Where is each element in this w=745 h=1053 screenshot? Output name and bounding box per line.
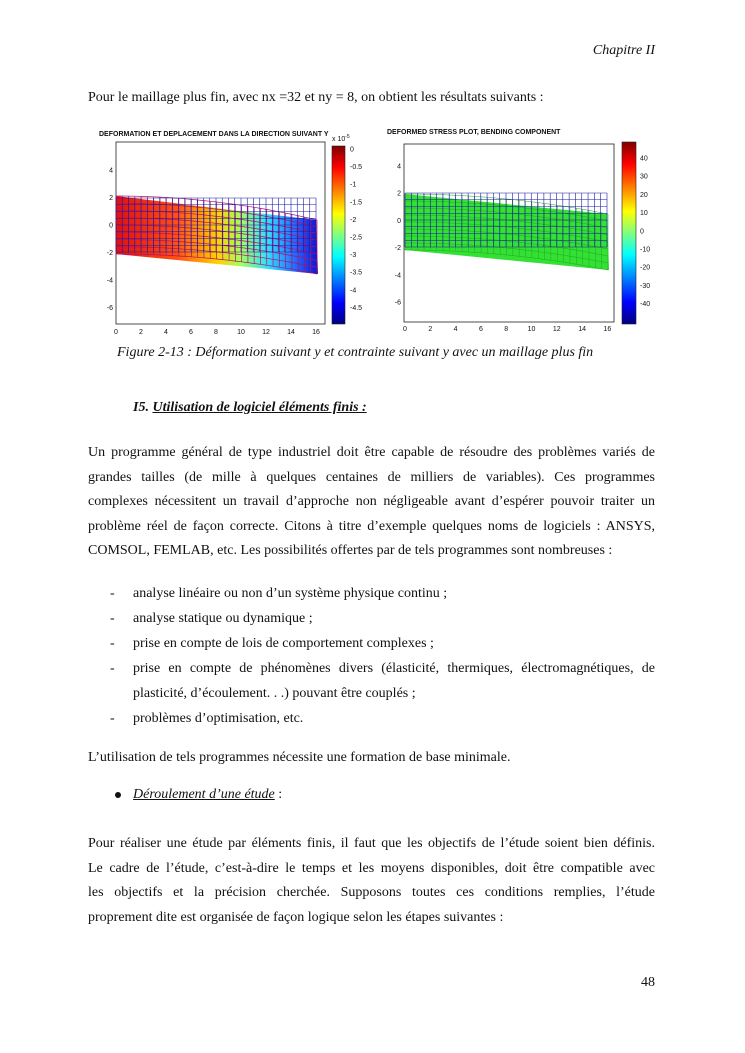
bullet-suffix: : — [274, 787, 283, 802]
left-colorbar-tick-label: -2 — [350, 216, 357, 224]
right-y-tick-label: -6 — [394, 299, 401, 307]
right-x-tick-label: 0 — [403, 326, 407, 333]
left-y-tick-label: 2 — [109, 195, 113, 202]
right-x-tick-label: 12 — [552, 326, 561, 333]
left-x-ticks — [114, 329, 320, 336]
left-x-tick-label: 12 — [262, 329, 270, 336]
left-colorbar-tick-label: -2.5 — [350, 234, 363, 242]
section-title: Utilisation de logiciel éléments finis : — [152, 400, 367, 415]
right-plot-title: DEFORMED STRESS PLOT, BENDING COMPONENT — [387, 129, 561, 136]
left-y-tick-label: 0 — [109, 222, 113, 230]
intro-sentence: Pour le maillage plus fin, avec nx =32 et ny = 8, on obtient les résultats suivants : — [88, 90, 544, 105]
paragraph-line: COMSOL, FEMLAB, etc. Les possibilités offertes par de tels programmes sont nombreuses : — [88, 543, 613, 558]
left-x-tick-label: 14 — [287, 329, 295, 336]
list-item — [110, 581, 655, 606]
right-y-tick-label: 0 — [397, 217, 401, 225]
list-item-text: prise en compte de phénomènes divers (élasticité, thermiques, électromagnétiques, de — [133, 661, 655, 676]
left-colorbar-tick-label: -0.5 — [350, 164, 363, 172]
right-colorbar-tick-label: -10 — [640, 246, 651, 254]
left-plot-title: DEFORMATION ET DEPLACEMENT DANS LA DIRECTION SUIVANT Y — [99, 131, 329, 138]
paragraph-training: L’utilisation de tels programmes nécessite une formation de base minimale. — [88, 750, 511, 765]
list-item-text: prise en compte de lois de comportement complexes ; — [133, 636, 434, 651]
left-x-tick-label: 16 — [312, 329, 320, 336]
list-item-text: problèmes d’optimisation, etc. — [133, 711, 304, 726]
paragraph-line: complexes nécessitent un travail d’approche non négligeable avant d’espérer pouvoir traiter un — [88, 494, 655, 509]
left-colorbar-tick-label: -1 — [350, 181, 357, 189]
capabilities-list — [110, 581, 655, 731]
paragraph-study — [88, 832, 655, 930]
left-x-tick-label: 2 — [139, 329, 143, 336]
list-marker: - — [110, 636, 115, 651]
right-y-tick-label: -4 — [394, 272, 401, 280]
list-item-text: analyse linéaire ou non d’un système physique continu ; — [133, 586, 448, 601]
left-colorbar-tick-label: 0 — [350, 146, 354, 154]
left-y-ticks — [107, 168, 113, 313]
left-colorbar-tick-label: -4 — [350, 287, 357, 295]
right-colorbar-ticks — [640, 156, 650, 309]
paragraph-software — [88, 441, 655, 564]
left-colorbar — [332, 146, 345, 324]
chapter-header: Chapitre II — [592, 43, 655, 58]
paragraph-line: les objectifs et la précision cherchée. Supposons toutes ces conditions remplies, l’étude — [88, 885, 655, 900]
list-item — [110, 656, 655, 706]
list-item — [110, 706, 655, 731]
right-colorbar-tick-label: -30 — [640, 282, 651, 290]
right-x-tick-label: 2 — [428, 326, 433, 333]
right-colorbar-tick-label: -20 — [640, 264, 651, 272]
left-colorbar-tick-label: -3 — [350, 252, 357, 260]
left-x-tick-label: 4 — [164, 329, 168, 336]
right-y-tick-label: -2 — [394, 245, 401, 253]
list-item-text-continued: plasticité, d’écoulement. . .) pouvant être couplés ; — [133, 686, 416, 701]
section-number: I5. — [133, 400, 149, 415]
right-x-tick-label: 10 — [527, 326, 536, 333]
right-x-tick-label: 8 — [504, 326, 509, 333]
right-colorbar-tick-label: 10 — [640, 210, 648, 218]
right-y-ticks — [395, 164, 401, 307]
right-x-ticks — [403, 326, 611, 333]
paragraph-line: proprement dite est organisée de façon logique selon les étapes suivantes : — [88, 909, 504, 925]
page-number: 48 — [641, 975, 655, 990]
left-y-tick-label: -2 — [106, 250, 113, 257]
paragraph-line: problème réel de façon correcte. Citons à titre d’exemple quelques noms de logiciels : ANSYS, — [88, 518, 655, 534]
paragraph-line: Pour réaliser une étude par éléments finis, il faut que les objectifs de l’étude soient bien définis. — [88, 836, 655, 851]
left-colorbar-tick-label: -3.5 — [350, 269, 363, 277]
left-y-tick-label: -6 — [106, 305, 113, 312]
right-x-tick-label: 6 — [478, 326, 483, 333]
left-y-tick-label: -4 — [106, 277, 113, 285]
list-marker: - — [110, 711, 115, 726]
left-x-tick-label: 0 — [114, 329, 118, 336]
bullet-dot — [115, 792, 121, 798]
left-colorbar-tick-label: -1.5 — [350, 199, 363, 207]
right-y-tick-label: 2 — [397, 190, 401, 198]
right-colorbar — [622, 142, 636, 324]
left-y-tick-label: 4 — [109, 167, 113, 175]
right-x-tick-label: 14 — [578, 326, 586, 333]
figure-2-13 — [95, 124, 655, 344]
list-item — [110, 631, 655, 656]
right-y-tick-label: 4 — [397, 163, 401, 171]
left-x-tick-label: 6 — [189, 329, 193, 336]
list-marker: - — [110, 661, 115, 676]
list-item-text: analyse statique ou dynamique ; — [133, 611, 313, 626]
left-x-tick-label: 10 — [237, 329, 245, 336]
right-colorbar-tick-label: 30 — [640, 173, 648, 181]
left-colorbar-tick-label: -4.5 — [350, 304, 363, 312]
list-marker: - — [110, 611, 115, 626]
right-colorbar-tick-label: 0 — [640, 228, 644, 236]
paragraph-line: Le cadre de l’étude, c’est-à-dire le temps et les moyens disponibles, doit être compatible avec — [88, 860, 655, 876]
right-colorbar-tick-label: 40 — [640, 155, 648, 163]
right-colorbar-tick-label: -40 — [640, 301, 651, 309]
figure-svg — [95, 124, 655, 339]
left-colorbar-exponent: x $10^{-5}$ — [332, 134, 350, 143]
right-colorbar-tick-label: 20 — [640, 191, 648, 199]
figure-caption: Figure 2-13 : Déformation suivant y et contrainte suivant y avec un maillage plus fin — [117, 345, 594, 360]
list-marker: - — [110, 586, 115, 601]
right-x-tick-label: 16 — [603, 326, 612, 333]
bullet-label: Déroulement d’une étude — [133, 787, 275, 802]
left-colorbar-ticks — [350, 147, 362, 312]
paragraph-line: Un programme général de type industriel doit être capable de résoudre des problèmes variés de — [88, 445, 655, 460]
left-x-tick-label: 8 — [214, 329, 218, 336]
right-x-tick-label: 4 — [453, 326, 458, 333]
list-item — [110, 606, 655, 631]
bullet-deroulement — [115, 787, 282, 803]
section-heading — [133, 400, 367, 416]
paragraph-line: grandes tailles (de mille à quelques centaines de milliers de variables). Ces programmes — [88, 469, 655, 485]
